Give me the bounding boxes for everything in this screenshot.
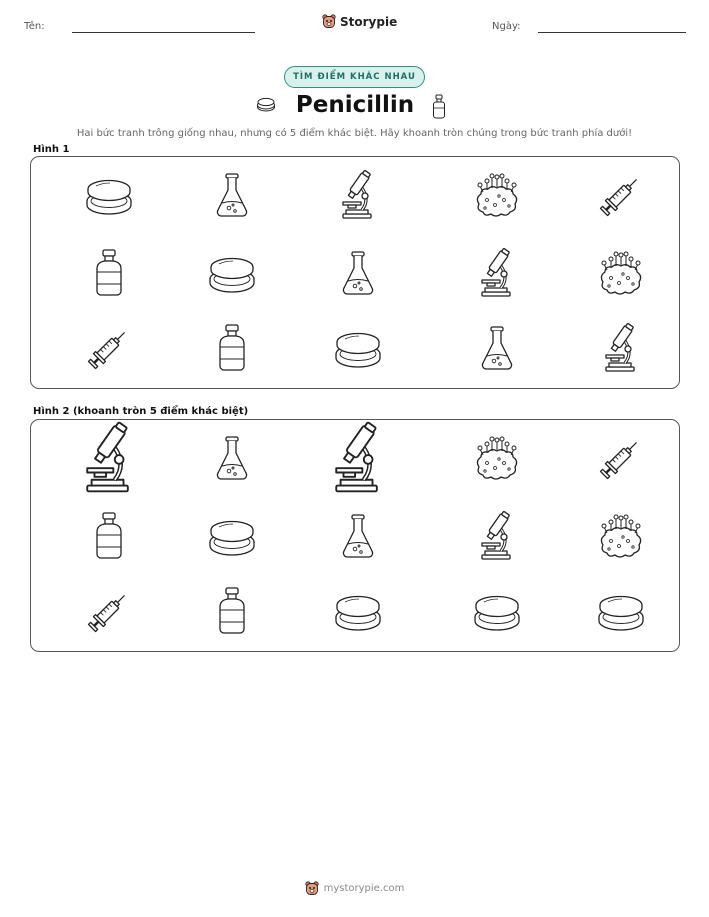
mold-icon (473, 435, 521, 481)
picture-1-item-r3-c3[interactable] (328, 319, 388, 377)
vial-icon (432, 94, 446, 124)
picture-1-label: Hình 1 (33, 144, 70, 155)
picture-1-panel[interactable] (30, 156, 680, 389)
petri-dish-icon (333, 590, 383, 632)
brand-logo (322, 14, 397, 29)
mold-icon (473, 172, 521, 218)
microscope-icon (603, 323, 639, 373)
microscope-icon (83, 422, 135, 495)
picture-2-item-r3-c5[interactable] (591, 582, 651, 640)
date-line[interactable] (538, 32, 686, 33)
microscope-icon (332, 422, 384, 495)
mold-icon (597, 250, 645, 296)
picture-1-item-r1-c3[interactable] (328, 166, 388, 224)
flask-icon (340, 250, 376, 296)
page-title: Penicillin (295, 92, 415, 118)
picture-1-item-r2-c5[interactable] (591, 244, 651, 302)
picture-2-panel[interactable] (30, 419, 680, 652)
syringe-icon (85, 587, 133, 635)
petri-dish-icon (207, 252, 257, 294)
picture-2-item-r1-c4[interactable] (467, 429, 527, 487)
picture-1-item-r3-c4[interactable] (467, 319, 527, 377)
petri-dish-icon (472, 590, 522, 632)
picture-1-item-r3-c2[interactable] (202, 319, 262, 377)
name-line[interactable] (72, 32, 255, 33)
flask-icon (340, 513, 376, 559)
syringe-icon (85, 324, 133, 372)
picture-2-label: Hình 2 (khoanh tròn 5 điểm khác biệt) (33, 406, 249, 417)
picture-1-item-r3-c5[interactable] (591, 319, 651, 377)
microscope-icon (479, 248, 515, 298)
vial-icon (94, 248, 124, 298)
syringe-icon (597, 171, 645, 219)
picture-1-item-r2-c1[interactable] (79, 244, 139, 302)
vial-icon (217, 323, 247, 373)
instructions: Hai bức tranh trông giống nhau, nhưng có 5 điểm khác biệt. Hãy khoanh tròn chúng trong bức tranh phía dưới! (76, 128, 633, 139)
mold-icon (597, 513, 645, 559)
picture-1-item-r2-c2[interactable] (202, 244, 262, 302)
picture-1-item-r1-c5[interactable] (591, 166, 651, 224)
picture-2-item-r3-c4[interactable] (467, 582, 527, 640)
picture-1-item-r2-c3[interactable] (328, 244, 388, 302)
microscope-icon (479, 511, 515, 561)
picture-2-item-r1-c1[interactable] (79, 429, 139, 487)
picture-2-item-r1-c2[interactable] (202, 429, 262, 487)
flask-icon (214, 172, 250, 218)
brand-name: Storypie (340, 14, 398, 29)
petri-dish-icon (256, 96, 276, 118)
picture-1-item-r1-c1[interactable] (79, 166, 139, 224)
bear-icon (305, 881, 319, 896)
petri-dish-icon (207, 515, 257, 557)
flask-icon (479, 325, 515, 371)
petri-dish-icon (84, 174, 134, 216)
footer (0, 881, 709, 896)
picture-2-item-r1-c5[interactable] (591, 429, 651, 487)
bear-icon (322, 14, 336, 29)
picture-2-item-r1-c3[interactable] (328, 429, 388, 487)
picture-2-item-r2-c4[interactable] (467, 507, 527, 565)
microscope-icon (340, 170, 376, 220)
syringe-icon (597, 434, 645, 482)
picture-1-item-r2-c4[interactable] (467, 244, 527, 302)
picture-2-item-r3-c2[interactable] (202, 582, 262, 640)
picture-2-item-r3-c1[interactable] (79, 582, 139, 640)
picture-2-item-r3-c3[interactable] (328, 582, 388, 640)
picture-2-item-r2-c1[interactable] (79, 507, 139, 565)
footer-url: mystorypie.com (323, 883, 405, 894)
vial-icon (217, 586, 247, 636)
picture-2-item-r2-c5[interactable] (591, 507, 651, 565)
date-label: Ngày: (492, 21, 521, 32)
picture-1-item-r3-c1[interactable] (79, 319, 139, 377)
name-label: Tên: (24, 21, 45, 32)
flask-icon (214, 435, 250, 481)
vial-icon (94, 511, 124, 561)
petri-dish-icon (333, 327, 383, 369)
picture-2-item-r2-c3[interactable] (328, 507, 388, 565)
petri-dish-icon (596, 590, 646, 632)
picture-1-item-r1-c2[interactable] (202, 166, 262, 224)
picture-2-item-r2-c2[interactable] (202, 507, 262, 565)
activity-badge: TÌM ĐIỂM KHÁC NHAU (284, 66, 425, 88)
picture-1-item-r1-c4[interactable] (467, 166, 527, 224)
